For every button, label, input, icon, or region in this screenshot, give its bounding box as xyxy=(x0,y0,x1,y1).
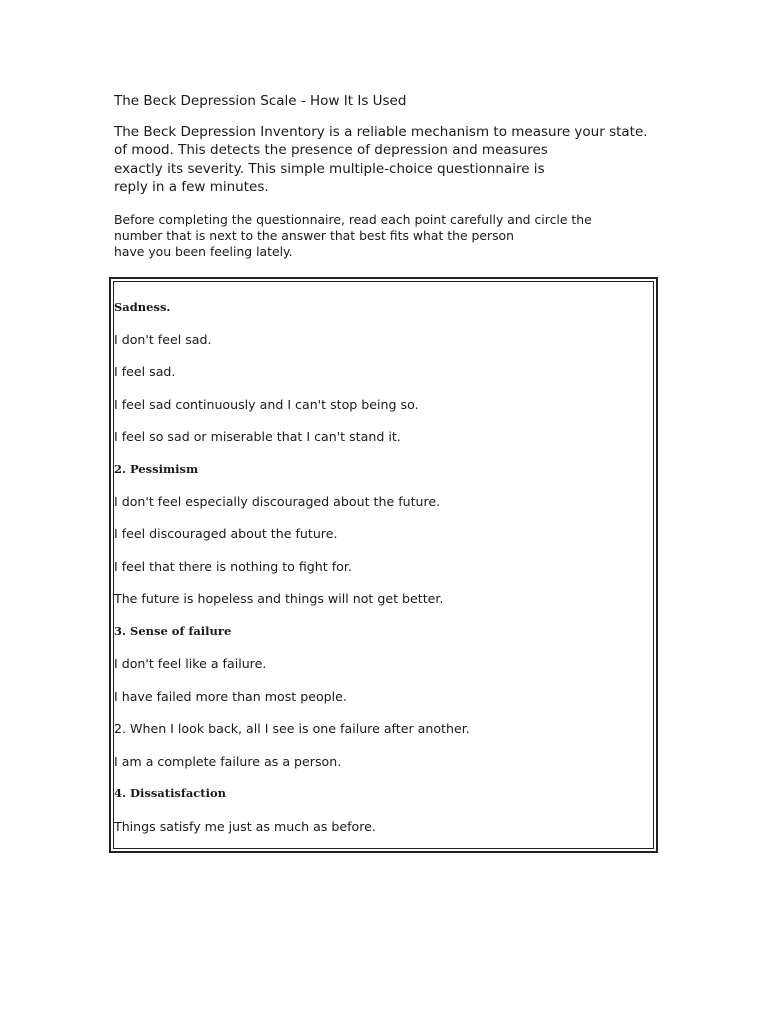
answer-option: I feel so sad or miserable that I can't stand it. xyxy=(114,429,401,444)
instruction-line: Before completing the questionnaire, read each point carefully and circle the xyxy=(114,212,592,227)
intro-line: The Beck Depression Inventory is a reliable mechanism to measure your state. xyxy=(114,124,648,140)
answer-option: The future is hopeless and things will not get better. xyxy=(114,591,444,606)
intro-line: reply in a few minutes. xyxy=(114,178,269,195)
instruction-line: have you been feeling lately. xyxy=(114,244,293,259)
answer-option: I am a complete failure as a person. xyxy=(114,754,342,769)
section-heading: Sadness. xyxy=(114,300,171,314)
answer-option: Things satisfy me just as much as before. xyxy=(114,819,376,834)
section-heading: 3. Sense of failure xyxy=(114,624,232,638)
section-heading: 2. Pessimism xyxy=(114,462,199,476)
intro-paragraph xyxy=(114,123,648,196)
answer-option: I feel discouraged about the future. xyxy=(114,526,338,541)
instruction-line: number that is next to the answer that best fits what the person xyxy=(114,228,514,243)
answer-option: I have failed more than most people. xyxy=(114,689,347,704)
section-heading: 4. Dissatisfaction xyxy=(114,786,227,800)
answer-option: I don't feel like a failure. xyxy=(114,656,267,671)
instructions-paragraph xyxy=(114,212,592,260)
answer-option: I feel sad continuously and I can't stop being so. xyxy=(114,397,419,412)
document-title: The Beck Depression Scale - How It Is Used xyxy=(114,93,407,109)
answer-option: 2. When I look back, all I see is one failure after another. xyxy=(114,721,470,736)
answer-option: I feel sad. xyxy=(114,364,176,379)
answer-option: I don't feel especially discouraged about the future. xyxy=(114,494,441,509)
answer-option: I don't feel sad. xyxy=(114,332,212,347)
answer-option: I feel that there is nothing to fight for. xyxy=(114,559,352,574)
intro-line: exactly its severity. This simple multiple-choice questionnaire is xyxy=(114,160,545,177)
intro-line: of mood. This detects the presence of depression and measures xyxy=(114,142,548,159)
